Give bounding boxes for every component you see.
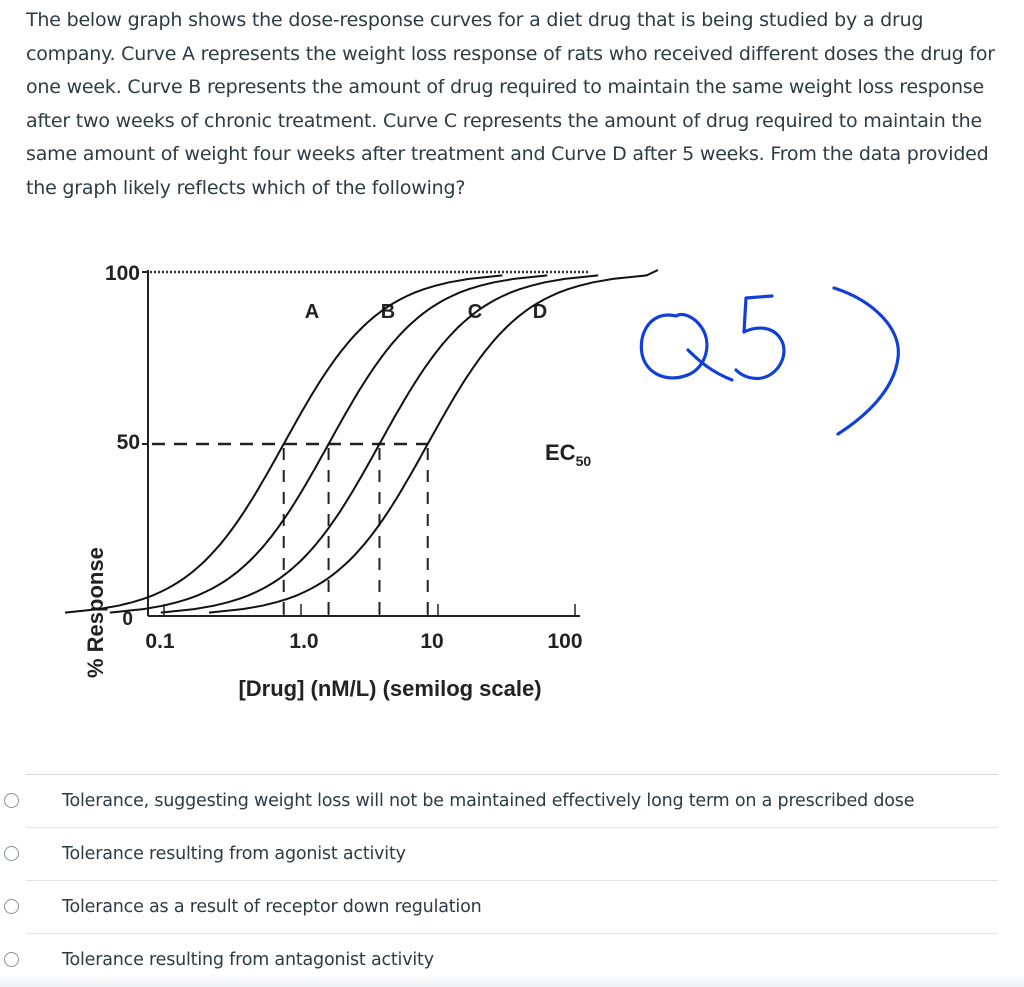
curve-label-c: C	[467, 301, 483, 323]
dose-response-chart	[0, 240, 1024, 720]
ec50-subscript: 50	[575, 453, 592, 469]
curve-d	[209, 270, 658, 613]
y-tick-label-0: 0	[122, 609, 133, 630]
x-tick-label-1.0: 1.0	[289, 630, 319, 653]
x-tick-label-10: 10	[420, 630, 444, 653]
bottom-fade	[0, 975, 1024, 987]
answer-option[interactable]	[26, 774, 998, 827]
dose-response-figure	[0, 240, 1024, 720]
answer-radio[interactable]	[4, 793, 19, 808]
x-tick-label-100: 100	[547, 630, 583, 653]
answer-label: Tolerance resulting from antagonist activity	[62, 950, 434, 970]
answer-option[interactable]	[26, 880, 998, 933]
answer-label: Tolerance resulting from agonist activity	[62, 844, 406, 864]
answer-radio[interactable]	[4, 899, 19, 914]
answer-option[interactable]	[26, 827, 998, 880]
answer-radio[interactable]	[4, 846, 19, 861]
y-axis-label: % Response	[83, 547, 108, 678]
handwritten-annotation	[641, 288, 898, 434]
ec50-label: $EC_{50}$	[545, 440, 592, 469]
answer-label: Tolerance as a result of receptor down regulation	[62, 897, 482, 917]
question-text: The below graph shows the dose-response curves for a diet drug that is being studied by a drug company. Curve A represents the weight loss response of rats who received different doses the drug for one week. Curve B represents the amount of drug required to maintain the same weight loss response after two weeks of chronic treatment. Curve C represents the amount of drug required to maintain the same amount of weight four weeks after treatment and Curve D after 5 weeks. From the data provided the graph likely reflects which of the following?	[26, 9, 995, 199]
answer-list	[26, 774, 998, 986]
curve-label-a: A	[304, 301, 320, 323]
x-axis-label: [Drug] (nM/L) (semilog scale)	[238, 676, 542, 701]
answer-radio[interactable]	[4, 952, 19, 967]
answer-label: Tolerance, suggesting weight loss will not be maintained effectively long term on a prescribed dose	[62, 791, 915, 811]
x-tick-label-0.1: 0.1	[145, 630, 175, 653]
y-tick-label-50: 50	[116, 431, 140, 454]
y-tick-label-100: 100	[104, 262, 140, 285]
curve-label-d: D	[532, 301, 548, 323]
curve-label-b: B	[380, 301, 396, 323]
